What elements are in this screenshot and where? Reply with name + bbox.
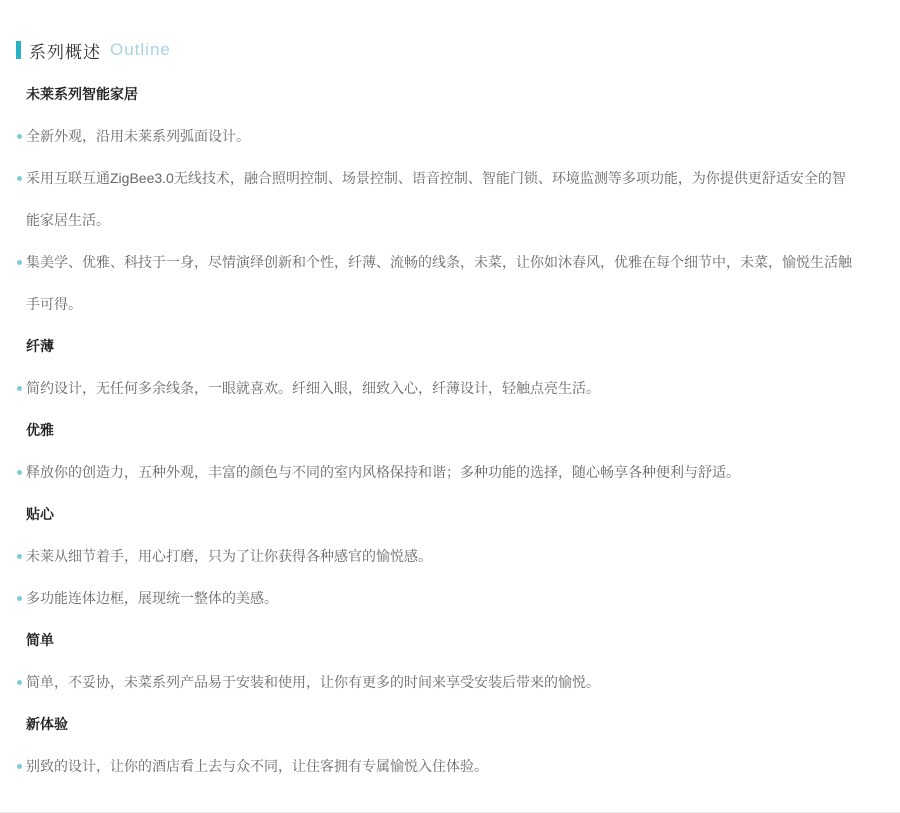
bullet-dot-icon	[17, 680, 22, 685]
bullet-text: 简约设计，无任何多余线条，一眼就喜欢。纤细入眼，细致入心，纤薄设计，轻触点亮生活。	[26, 380, 600, 396]
document-content	[16, 73, 855, 787]
bullet-text: 全新外观，沿用未莱系列弧面设计。	[26, 128, 250, 144]
bullet-item	[26, 535, 855, 577]
bullet-item	[26, 157, 855, 241]
bullet-text: 未莱从细节着手，用心打磨，只为了让你获得各种感官的愉悦感。	[26, 548, 432, 564]
bullet-text: 简单，不妥协，未菜系列产品易于安装和使用，让你有更多的时间来享受安装后带来的愉悦。	[26, 674, 600, 690]
section-heading: 未莱系列智能家居	[26, 86, 138, 102]
section-heading: 简单	[26, 632, 54, 648]
bullet-text: 别致的设计，让你的酒店看上去与众不同，让住客拥有专属愉悦入住体验。	[26, 758, 488, 774]
bullet-dot-icon	[17, 386, 22, 391]
bullet-item	[26, 661, 855, 703]
bullet-dot-icon	[17, 134, 22, 139]
bullet-dot-icon	[17, 470, 22, 475]
bullet-dot-icon	[17, 260, 22, 265]
bullet-dot-icon	[17, 596, 22, 601]
section-header	[16, 40, 855, 60]
bullet-item	[26, 451, 855, 493]
bullet-item	[26, 577, 855, 619]
bullet-dot-icon	[17, 554, 22, 559]
bullet-text: 集美学、优雅、科技于一身，尽情演绎创新和个性，纤薄、流畅的线条，未菜，让你如沐春风，优雅在每个细节中，未菜，愉悦生活触手可得。	[26, 254, 852, 312]
bullet-text: 采用互联互通ZigBee3.0无线技术，融合照明控制、场景控制、语音控制、智能门锁、环境监测等多项功能，为你提供更舒适安全的智能家居生活。	[26, 170, 846, 228]
bullet-item	[26, 241, 855, 325]
accent-bar	[16, 41, 21, 59]
bullet-dot-icon	[17, 176, 22, 181]
bullet-dot-icon	[17, 764, 22, 769]
section-heading: 优雅	[26, 422, 54, 438]
page-title-cn: 系列概述	[29, 42, 101, 62]
bullet-text: 多功能连体边框，展现统一整体的美感。	[26, 590, 278, 606]
section-heading: 纤薄	[26, 338, 54, 354]
bullet-item	[26, 745, 855, 787]
bullet-item	[26, 115, 855, 157]
section-heading: 贴心	[26, 506, 54, 522]
page-title-en: Outline	[110, 40, 171, 59]
bullet-text: 释放你的创造力，五种外观，丰富的颜色与不同的室内风格保持和谐；多种功能的选择，随心畅享各种便利与舒适。	[26, 464, 740, 480]
bullet-item	[26, 367, 855, 409]
section-heading: 新体验	[26, 716, 68, 732]
